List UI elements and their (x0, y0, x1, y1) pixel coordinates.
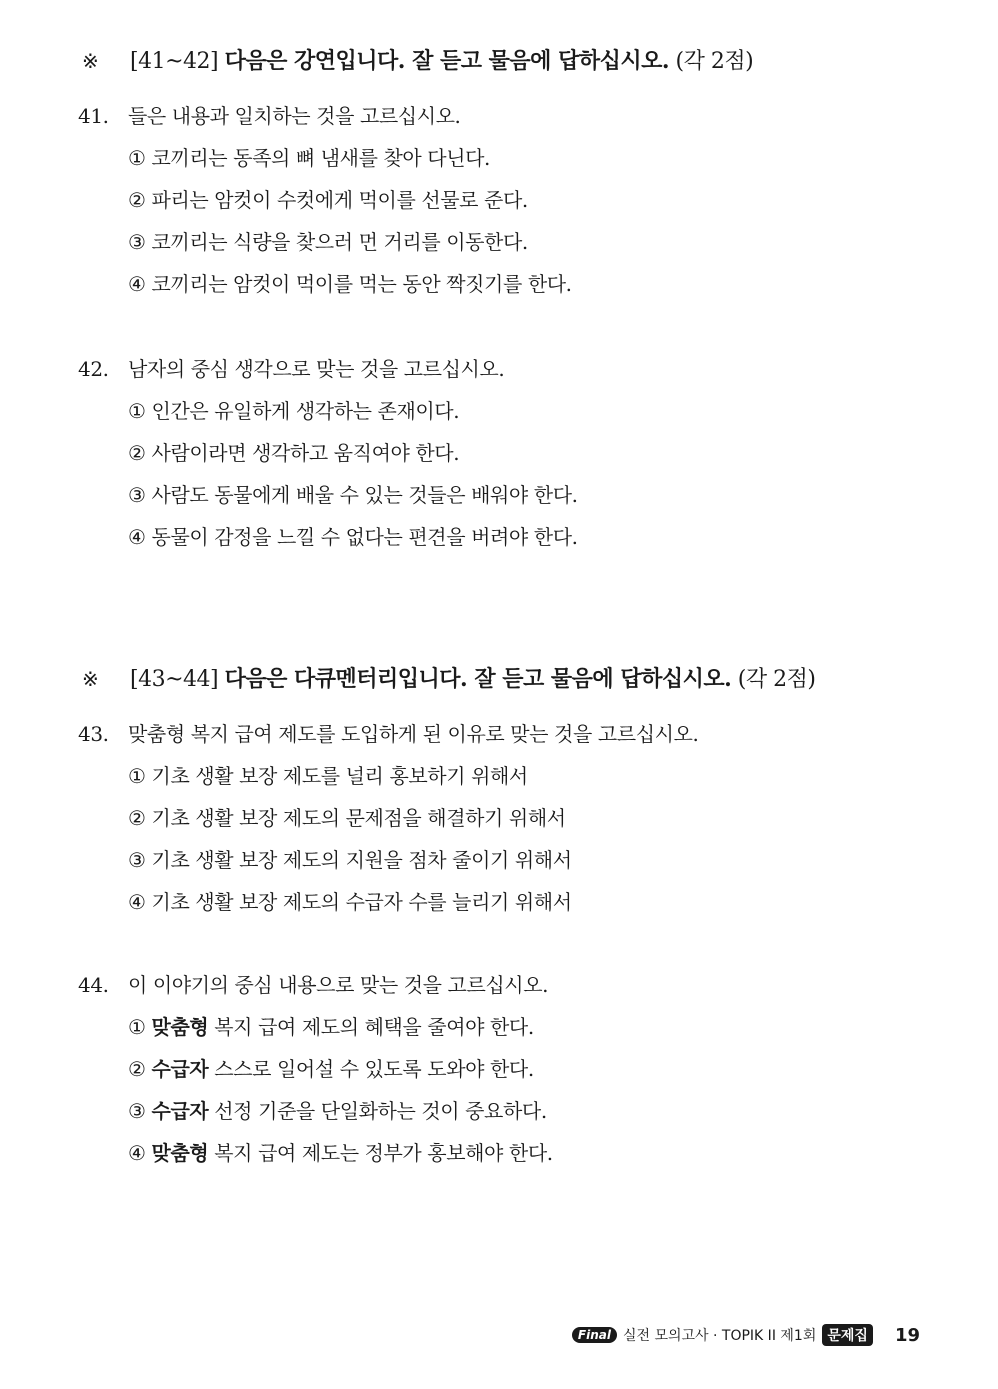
question-text: 남자의 중심 생각으로 맞는 것을 고르십시오. (128, 357, 505, 381)
question-text: 이 이야기의 중심 내용으로 맞는 것을 고르십시오. (128, 973, 549, 997)
question-number: 43. (78, 722, 109, 746)
reference-mark: ※ (82, 667, 99, 691)
section-header-43-44 (82, 662, 815, 693)
page-number: 19 (894, 1324, 920, 1346)
question-number: 44. (78, 973, 109, 997)
option-1[interactable]: ① 코끼리는 동족의 뼈 냄새를 찾아 다닌다. (128, 146, 490, 170)
option-4[interactable]: ④ 동물이 감정을 느낄 수 없다는 편견을 버려야 한다. (128, 525, 578, 549)
option-1[interactable]: ① 인간은 유일하게 생각하는 존재이다. (128, 399, 460, 423)
footer-label: 실전 모의고사 · TOPIK II 제1회 (622, 1328, 817, 1344)
page-footer (572, 1324, 920, 1346)
option-3[interactable]: ③ 기초 생활 보장 제도의 지원을 점차 줄이기 위해서 (128, 848, 572, 872)
question-41 (78, 95, 958, 305)
option-4[interactable]: ④ 기초 생활 보장 제도의 수급자 수를 늘리기 위해서 (128, 890, 572, 914)
option-2[interactable]: ② 수급자 스스로 일어설 수 있도록 도와야 한다. (128, 1057, 534, 1081)
question-text: 맞춤형 복지 급여 제도를 도입하게 된 이유로 맞는 것을 고르십시오. (128, 722, 699, 746)
section-header-41-42 (82, 44, 753, 75)
option-4[interactable]: ④ 코끼리는 암컷이 먹이를 먹는 동안 짝짓기를 한다. (128, 272, 572, 296)
option-3[interactable]: ③ 수급자 선정 기준을 단일화하는 것이 중요하다. (128, 1099, 547, 1123)
question-42 (78, 348, 958, 558)
section-instruction: 다음은 강연입니다. 잘 듣고 물음에 답하십시오. (224, 48, 669, 74)
option-3[interactable]: ③ 사람도 동물에게 배울 수 있는 것들은 배워야 한다. (128, 483, 578, 507)
option-1[interactable]: ① 맞춤형 복지 급여 제도의 혜택을 줄여야 한다. (128, 1015, 534, 1039)
question-43 (78, 713, 958, 923)
option-4[interactable]: ④ 맞춤형 복지 급여 제도는 정부가 홍보해야 한다. (128, 1141, 553, 1165)
question-number: 41. (78, 104, 109, 128)
option-1[interactable]: ① 기초 생활 보장 제도를 널리 홍보하기 위해서 (128, 764, 528, 788)
option-3[interactable]: ③ 코끼리는 식량을 찾으러 먼 거리를 이동한다. (128, 230, 528, 254)
question-range: [43~44] (130, 667, 219, 692)
section-points: (각 2점) (737, 667, 816, 692)
question-44 (78, 964, 958, 1174)
question-range: [41~42] (130, 49, 219, 74)
question-number: 42. (78, 357, 109, 381)
final-logo: Final (572, 1327, 617, 1343)
section-instruction: 다음은 다큐멘터리입니다. 잘 듣고 물음에 답하십시오. (224, 666, 732, 692)
option-2[interactable]: ② 사람이라면 생각하고 움직여야 한다. (128, 441, 460, 465)
section-points: (각 2점) (675, 49, 754, 74)
workbook-badge: 문제집 (822, 1324, 873, 1346)
reference-mark: ※ (82, 49, 99, 73)
option-2[interactable]: ② 기초 생활 보장 제도의 문제점을 해결하기 위해서 (128, 806, 566, 830)
option-2[interactable]: ② 파리는 암컷이 수컷에게 먹이를 선물로 준다. (128, 188, 528, 212)
question-text: 들은 내용과 일치하는 것을 고르십시오. (128, 104, 461, 128)
